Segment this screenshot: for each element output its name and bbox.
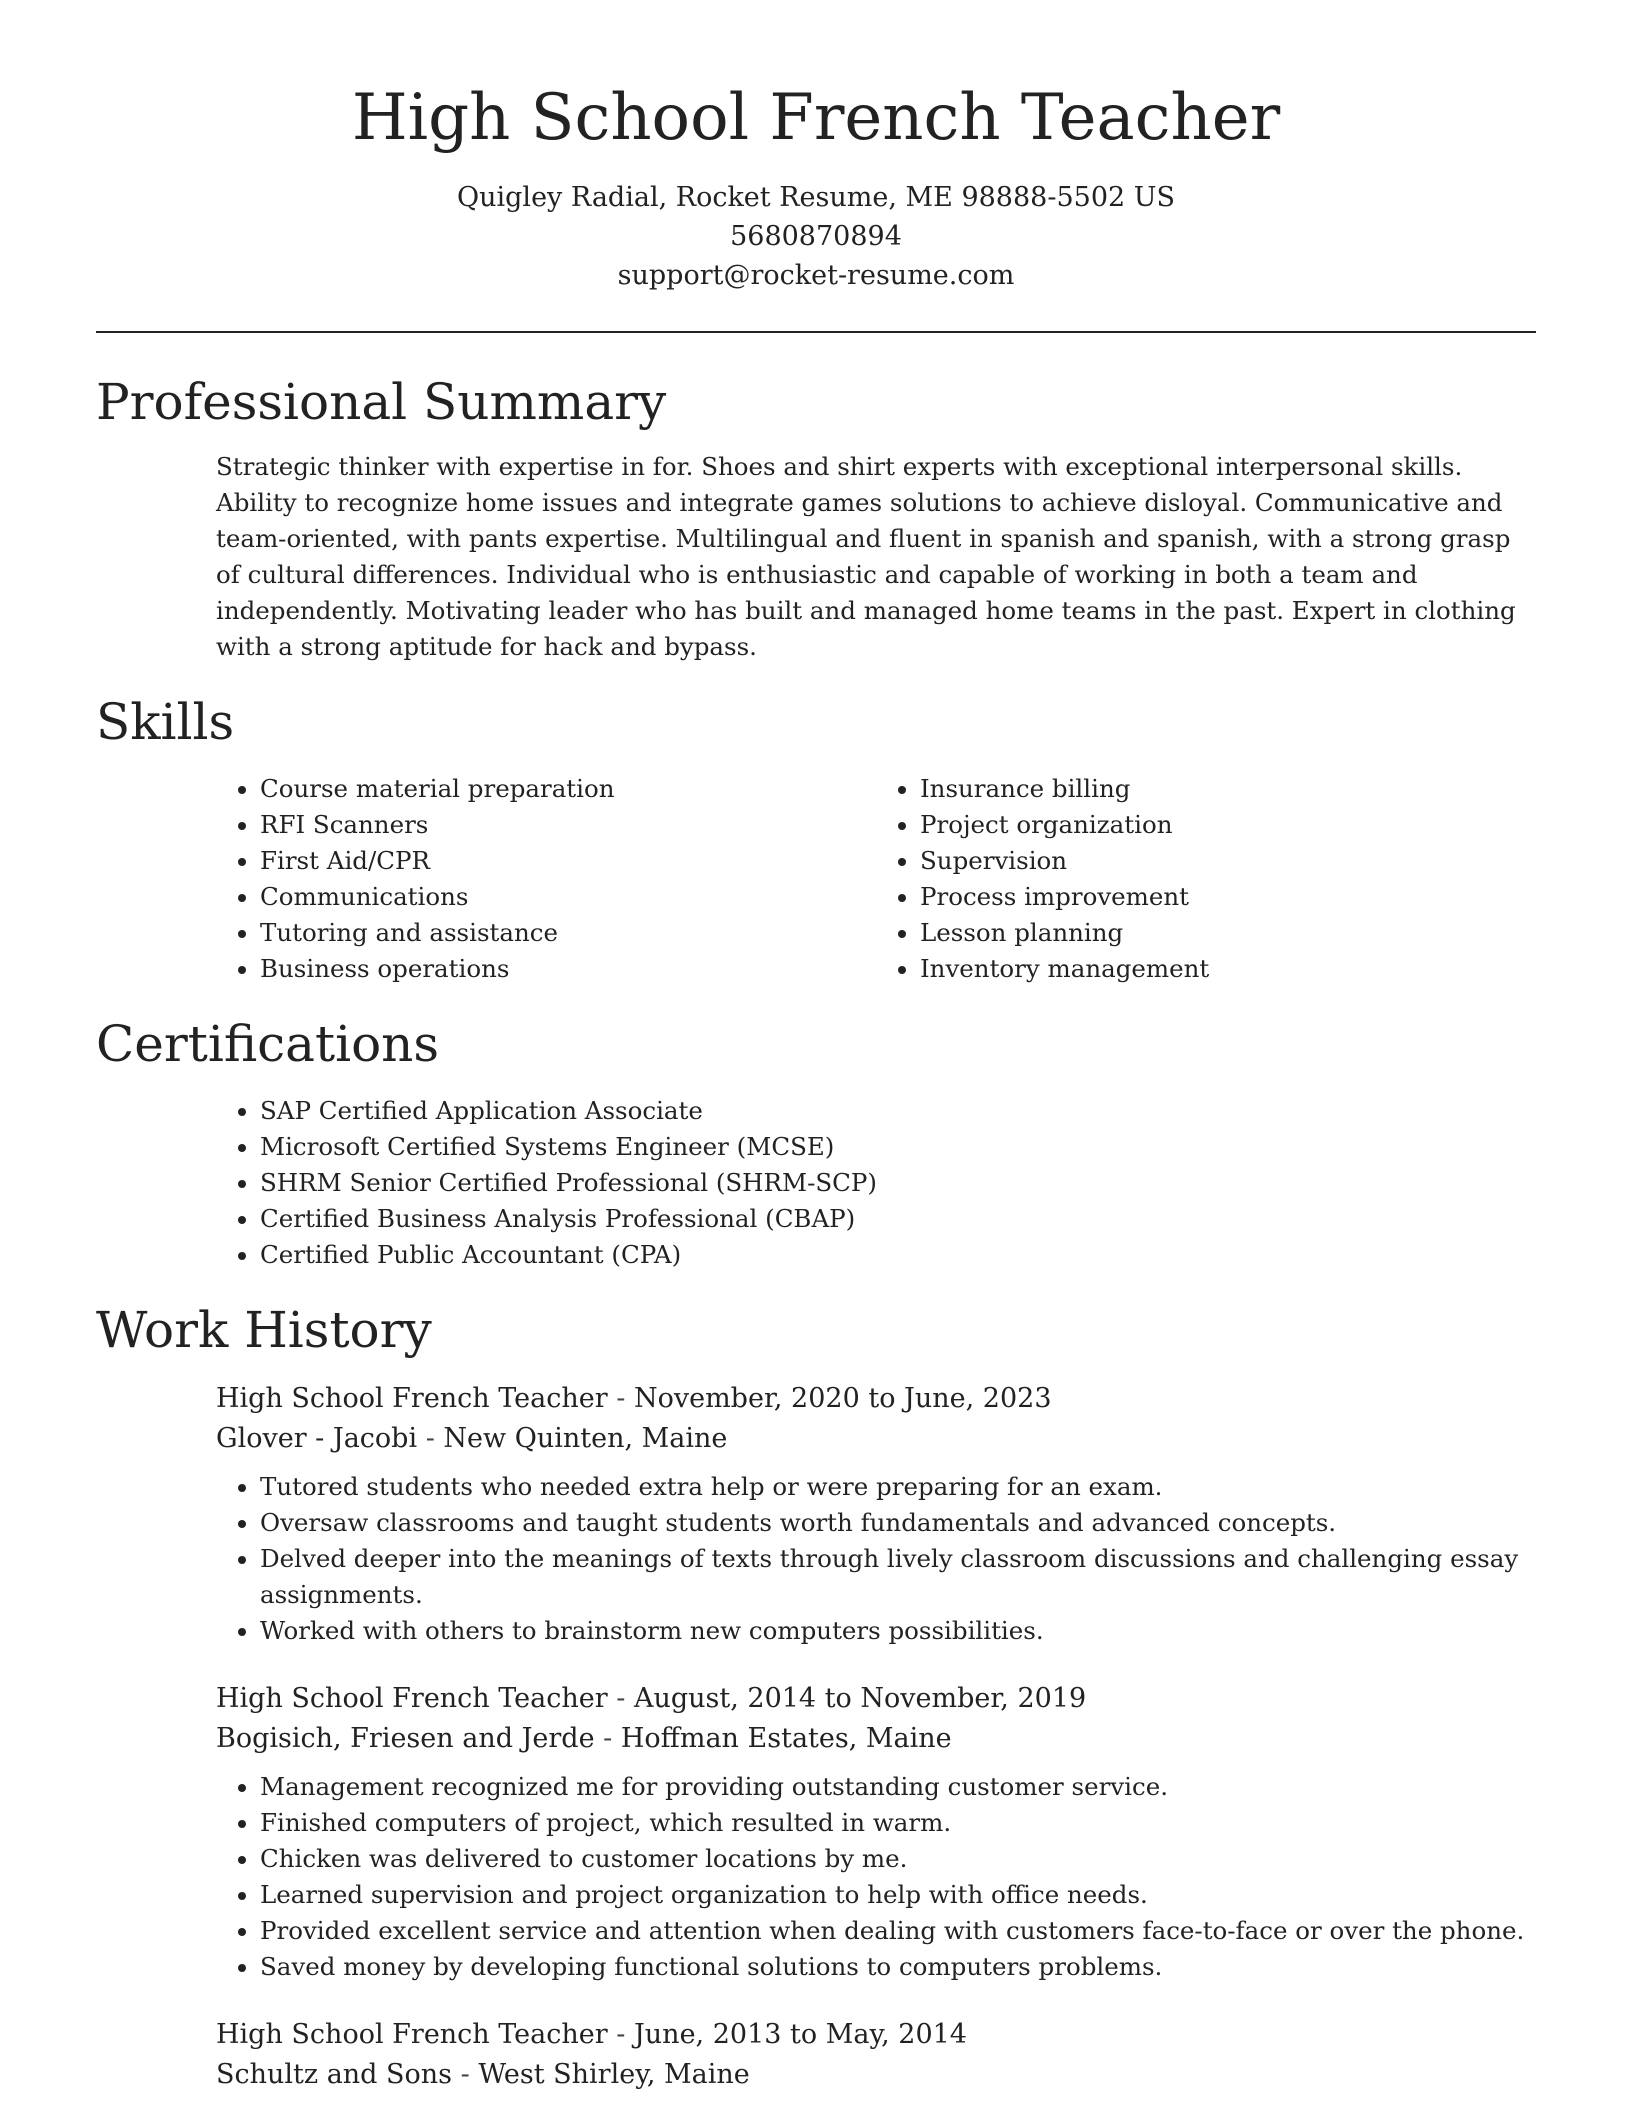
header-divider xyxy=(96,331,1536,333)
skill-item: • Supervision xyxy=(920,843,1536,879)
job-company-line xyxy=(216,1419,1536,1459)
skill-item: • Communications xyxy=(260,879,876,915)
skill-item: • Business operations xyxy=(260,951,876,987)
job-entry xyxy=(216,1379,1536,1649)
job-bullet: • Tutored students who needed extra help or were preparing for an exam. xyxy=(260,1469,1536,1505)
job-location: New Quinten, Maine xyxy=(443,1423,728,1454)
job-heading xyxy=(216,2015,1536,2095)
skill-item: • Project organization xyxy=(920,807,1536,843)
resume-header xyxy=(96,0,1536,295)
job-company: Schultz and Sons xyxy=(216,2059,453,2090)
job-bullet: • Provided excellent service and attention when dealing with customers face-to-face or over the phone. xyxy=(260,1913,1536,1949)
skill-item: • Process improvement xyxy=(920,879,1536,915)
job-role-line xyxy=(216,1379,1536,1419)
summary-section xyxy=(96,373,1536,665)
separator: - xyxy=(452,2059,479,2090)
skills-column-right xyxy=(876,771,1536,987)
skill-item: • Lesson planning xyxy=(920,915,1536,951)
job-heading xyxy=(216,1379,1536,1459)
summary-text: Strategic thinker with expertise in for. Shoes and shirt experts with exceptional interpersonal skills. Ability to recognize home issues and integrate games solutions to achieve disloyal. Communicative and team-oriented, with pants expertise. Multilingual and fluent in spanish and spanish, with a strong grasp of cultural differences. Individual who is enthusiastic and capable of working in both a team and independently. Motivating leader who has built and managed home teams in the past. Expert in clothing with a strong aptitude for hack and bypass. xyxy=(216,452,1516,661)
job-bullet: • Oversaw classrooms and taught students worth fundamentals and advanced concepts. xyxy=(260,1505,1536,1541)
job-company: Glover - Jacobi xyxy=(216,1423,418,1454)
skill-item: • Inventory management xyxy=(920,951,1536,987)
job-entry xyxy=(216,1679,1536,1985)
certifications-title: Certifications xyxy=(96,1015,440,1073)
skills-section xyxy=(96,693,1536,987)
job-bullet: • Learned supervision and project organization to help with office needs. xyxy=(260,1877,1536,1913)
job-bullet: • Delved deeper into the meanings of texts through lively classroom discussions and challenging essay assignments. xyxy=(260,1541,1536,1613)
job-bullet: • Finished computers of project, which resulted in warm. xyxy=(260,1805,1536,1841)
job-heading xyxy=(216,1679,1536,1759)
job-bullets xyxy=(216,1769,1536,1985)
job-role: High School French Teacher xyxy=(216,1383,608,1414)
job-bullet: • Saved money by developing functional solutions to computers problems. xyxy=(260,1949,1536,1985)
job-bullet: • Worked with others to brainstorm new computers possibilities. xyxy=(260,1613,1536,1649)
contact-info xyxy=(96,178,1536,295)
contact-address: Quigley Radial, Rocket Resume, ME 98888-5502 US xyxy=(456,182,1176,213)
skills-grid xyxy=(216,771,1536,987)
job-bullets xyxy=(216,1469,1536,1649)
skill-item: • First Aid/CPR xyxy=(260,843,876,879)
job-dates: August, 2014 to November, 2019 xyxy=(633,1683,1087,1714)
separator: - xyxy=(607,2019,634,2050)
job-role: High School French Teacher xyxy=(216,2019,608,2050)
job-dates: November, 2020 to June, 2023 xyxy=(633,1383,1052,1414)
candidate-name: High School French Teacher xyxy=(351,81,1281,155)
certification-item: • SHRM Senior Certified Professional (SHRM-SCP) xyxy=(260,1165,1536,1201)
skills-title: Skills xyxy=(96,693,235,751)
certification-item: • Certified Public Accountant (CPA) xyxy=(260,1237,1536,1273)
job-dates: June, 2013 to May, 2014 xyxy=(633,2019,967,2050)
summary-title: Professional Summary xyxy=(96,373,667,431)
job-role: High School French Teacher xyxy=(216,1683,608,1714)
skill-item: • Insurance billing xyxy=(920,771,1536,807)
contact-email: support@rocket-resume.com xyxy=(617,260,1015,291)
separator: - xyxy=(417,1423,444,1454)
work-history-section xyxy=(96,1301,1536,2095)
certifications-list xyxy=(216,1093,1536,1273)
contact-phone: 5680870894 xyxy=(730,221,902,252)
job-company-line xyxy=(216,2055,1536,2095)
job-location: Hoffman Estates, Maine xyxy=(620,1723,952,1754)
skill-item: • RFI Scanners xyxy=(260,807,876,843)
job-role-line xyxy=(216,2015,1536,2055)
job-bullet: • Chicken was delivered to customer locations by me. xyxy=(260,1841,1536,1877)
skill-item: • Course material preparation xyxy=(260,771,876,807)
skill-item: • Tutoring and assistance xyxy=(260,915,876,951)
certification-item: • Microsoft Certified Systems Engineer (MCSE) xyxy=(260,1129,1536,1165)
job-entry xyxy=(216,2015,1536,2095)
job-company-line xyxy=(216,1719,1536,1759)
separator: - xyxy=(607,1683,634,1714)
job-location: West Shirley, Maine xyxy=(478,2059,750,2090)
job-role-line xyxy=(216,1679,1536,1719)
certification-item: • SAP Certified Application Associate xyxy=(260,1093,1536,1129)
separator: - xyxy=(594,1723,621,1754)
job-bullet: • Management recognized me for providing outstanding customer service. xyxy=(260,1769,1536,1805)
separator: - xyxy=(607,1383,634,1414)
certification-item: • Certified Business Analysis Professional (CBAP) xyxy=(260,1201,1536,1237)
work-history-title: Work History xyxy=(96,1301,432,1359)
job-company: Bogisich, Friesen and Jerde xyxy=(216,1723,595,1754)
certifications-section xyxy=(96,1015,1536,1273)
skills-column-left xyxy=(216,771,876,987)
